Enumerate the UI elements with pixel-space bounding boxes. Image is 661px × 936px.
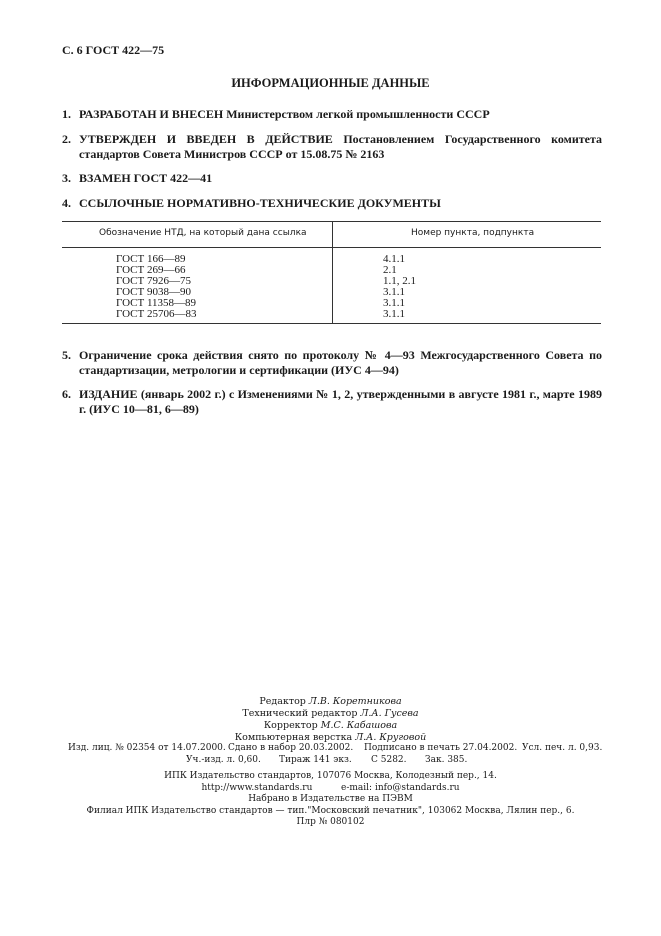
publisher-address: ИПК Издательство стандартов, 107076 Москва, Колодезный пер., 14. — [164, 771, 497, 781]
item-number: 6. — [62, 387, 71, 401]
table-clause-column — [383, 254, 416, 320]
table-cell-clause: 3.1.1 — [383, 297, 405, 309]
table-cell-doc: ГОСТ 11358—89 — [116, 297, 197, 309]
publisher-website: http://www.standards.ru — [201, 782, 313, 793]
info-item-5 — [62, 348, 602, 377]
item-number: 2. — [62, 132, 71, 146]
item-text: Министерством легкой промышленности СССР — [223, 107, 490, 121]
imprint-publ-sheets: Уч.-изд. л. 0,60. — [186, 755, 261, 765]
info-item-6 — [62, 387, 602, 416]
item-bold-text: ССЫЛОЧНЫЕ НОРМАТИВНО-ТЕХНИЧЕСКИЕ ДОКУМЕНТЫ — [79, 196, 441, 210]
imprint-circulation: Тираж 141 экз. — [279, 755, 352, 765]
imprint-editor: Редактор Л.В. Коретникова — [259, 696, 402, 707]
item-text: (январь 2002 г.) с Изменениями № 1, 2, утвержденными в августе 1981 г., марте 1989 г. (ИУС 10—81, 6—89) — [79, 387, 602, 416]
item-number: 5. — [62, 348, 71, 362]
table-cell-doc: ГОСТ 269—66 — [116, 264, 186, 276]
item-text: Постановлением Государственного комитета стандартов Совета Министров СССР от 15.08.75 № 2163 — [79, 132, 602, 161]
table-cell-clause: 1.1, 2.1 — [383, 275, 416, 287]
imprint-order-c: С 5282. — [371, 755, 407, 765]
typeset-info: Набрано в Издательстве на ПЭВМ — [248, 794, 413, 804]
table-cell-clause: 3.1.1 — [383, 308, 405, 320]
table-cell-clause: 3.1.1 — [383, 286, 405, 298]
table-header-doc: Обозначение НТД, на который дана ссылка — [99, 228, 307, 238]
publisher-email: e-mail: info@standards.ru — [341, 782, 460, 793]
table-cell-doc: ГОСТ 166—89 — [116, 253, 186, 265]
imprint-corrector: Корректор М.С. Кабашова — [263, 720, 398, 731]
imprint-order-num: Зак. 385. — [425, 755, 468, 765]
imprint-license: Изд. лиц. № 02354 от 14.07.2000. — [68, 743, 226, 753]
info-item-2 — [62, 132, 602, 161]
imprint-tech-editor: Технический редактор Л.А. Гусева — [242, 708, 419, 719]
item-bold-text: ИЗДАНИЕ — [79, 387, 138, 401]
item-number: 1. — [62, 107, 71, 121]
reference-table — [62, 221, 601, 324]
section-title: ИНФОРМАЦИОННЫЕ ДАННЫЕ — [231, 76, 430, 90]
item-text: Ограничение срока действия снято по протоколу № 4—93 Межгосударственного Совета по стандартизации, метрологии и сертификации (ИУС 4—94) — [79, 348, 602, 377]
table-cell-doc: ГОСТ 25706—83 — [116, 308, 197, 320]
item-bold-text: РАЗРАБОТАН И ВНЕСЕН — [79, 107, 224, 121]
page-header: С. 6 ГОСТ 422—75 — [62, 43, 165, 57]
item-bold-text: УТВЕРЖДЕН И ВВЕДЕН В ДЕЙСТВИЕ — [79, 132, 333, 146]
imprint-print-sheets: Усл. печ. л. 0,93. — [522, 743, 603, 753]
info-item-3 — [62, 171, 602, 186]
table-cell-clause: 4.1.1 — [383, 253, 405, 265]
table-cell-doc: ГОСТ 7926—75 — [116, 275, 191, 287]
table-header-clause: Номер пункта, подпункта — [411, 228, 535, 238]
table-doc-column — [116, 254, 196, 320]
item-number: 4. — [62, 196, 71, 210]
branch-info: Филиал ИПК Издательство стандартов — тип."Московский печатник", 103062 Москва, Лялин пер., 6. — [86, 805, 575, 816]
info-item-1 — [62, 107, 602, 122]
imprint-signed: Подписано в печать 27.04.2002. — [364, 743, 518, 753]
table-cell-clause: 2.1 — [383, 264, 397, 276]
item-bold-text: ВЗАМЕН ГОСТ 422—41 — [79, 171, 213, 185]
imprint-editors — [0, 696, 661, 744]
imprint-layout: Компьютерная верстка Л.А. Круговой — [234, 732, 427, 743]
table-column-divider — [332, 221, 333, 324]
table-cell-doc: ГОСТ 9038—90 — [116, 286, 191, 298]
plr-number: Плр № 080102 — [296, 817, 365, 827]
imprint-sent-to-set: Сдано в набор 20.03.2002. — [228, 743, 354, 753]
info-item-4 — [62, 196, 602, 211]
item-number: 3. — [62, 171, 71, 185]
publisher-contacts — [0, 783, 661, 795]
imprint-publisher — [0, 771, 661, 829]
